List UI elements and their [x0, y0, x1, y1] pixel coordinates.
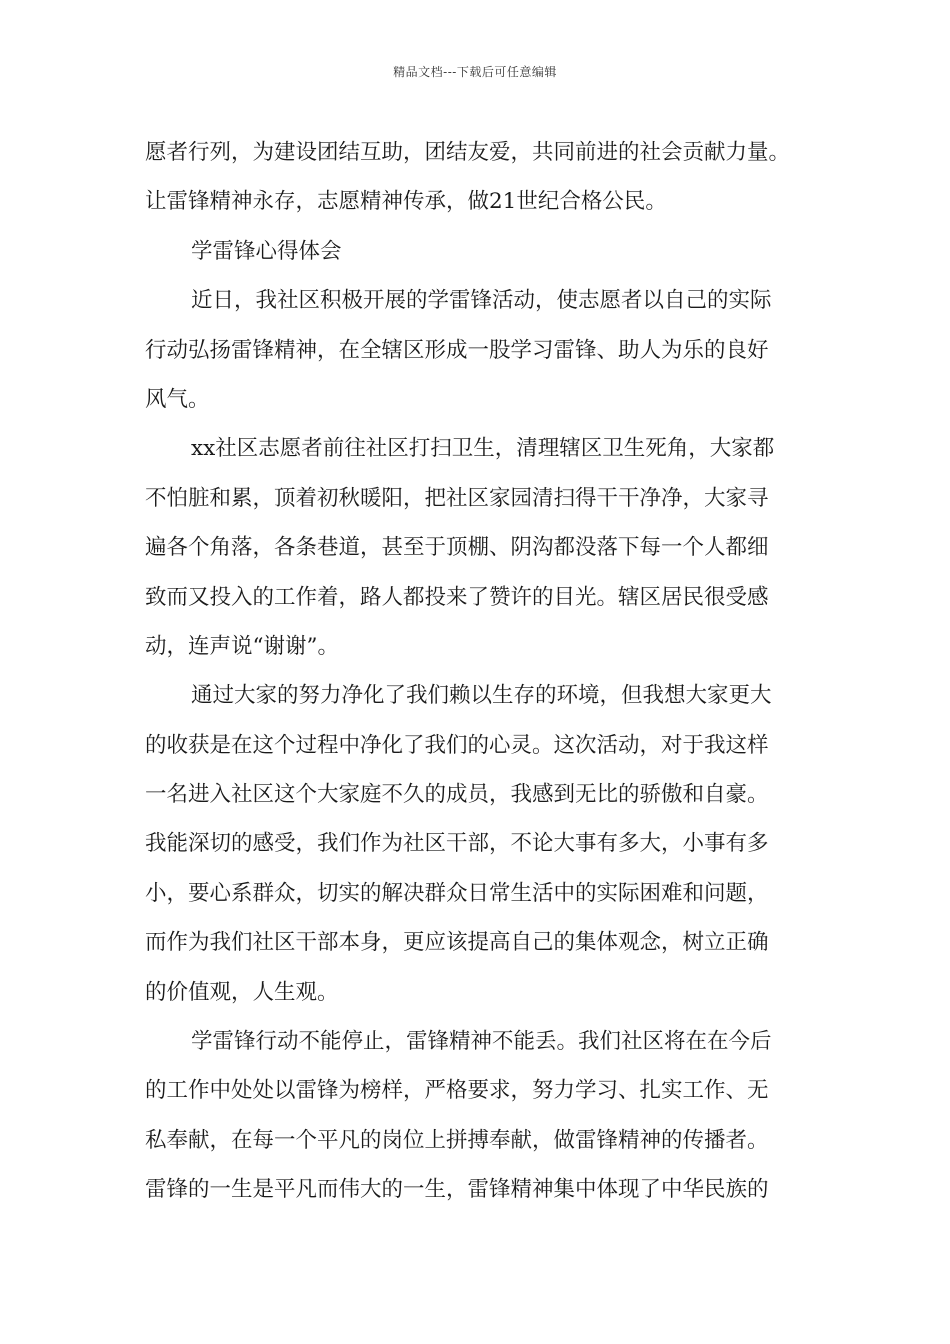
text-line: 通过大家的努力净化了我们赖以生存的环境，但我想大家更大: [191, 683, 772, 709]
text-line: 的价值观，人生观。: [145, 979, 339, 1005]
text-line: 风气。: [145, 386, 210, 412]
text-line: 遍各个角落，各条巷道，甚至于顶棚、阴沟都没落下每一个人都细: [145, 535, 769, 561]
text-line: 不怕脏和累，顶着初秋暖阳，把社区家园清扫得干干净净，大家寻: [145, 485, 769, 511]
text-line: 的收获是在这个过程中净化了我们的心灵。这次活动，对于我这样: [145, 732, 769, 758]
text-line: 雷锋的一生是平凡而伟大的一生，雷锋精神集中体现了中华民族的: [145, 1177, 769, 1203]
text-line: 动，连声说“谢谢”。: [145, 633, 339, 659]
text-line: 愿者行列，为建设团结互助，团结友爱，共同前进的社会贡献力量。: [145, 140, 791, 165]
text-line: xx社区志愿者前往社区打扫卫生，清理辖区卫生死角，大家都: [191, 436, 775, 462]
section-heading: 学雷锋心得体会: [191, 238, 342, 264]
text-line: 致而又投入的工作着，路人都投来了赞许的目光。辖区居民很受感: [145, 584, 769, 610]
text-line: 私奉献，在每一个平凡的岗位上拼搏奉献，做雷锋精神的传播者。: [145, 1127, 769, 1153]
text-line: 学雷锋行动不能停止，雷锋精神不能丢。我们社区将在在今后: [191, 1029, 772, 1055]
text-line: 近日，我社区积极开展的学雷锋活动，使志愿者以自己的实际: [191, 288, 772, 314]
document-body: [145, 128, 835, 1215]
text-line: 我能深切的感受，我们作为社区干部，不论大事有多大，小事有多: [145, 831, 769, 857]
text-line: 一名进入社区这个大家庭不久的成员，我感到无比的骄傲和自豪。: [145, 782, 769, 808]
page-header: 精品文档---下载后可任意编辑: [393, 65, 557, 79]
text-line: 的工作中处处以雷锋为榜样，严格要求，努力学习、扎实工作、无: [145, 1078, 769, 1104]
text-line: 行动弘扬雷锋精神，在全辖区形成一股学习雷锋、助人为乐的良好: [145, 337, 769, 363]
text-line: 让雷锋精神永存，志愿精神传承，做21世纪合格公民。: [145, 189, 667, 215]
text-line: 小，要心系群众，切实的解决群众日常生活中的实际困难和问题，: [145, 880, 769, 906]
text-line: 而作为我们社区干部本身，更应该提高自己的集体观念，树立正确: [145, 930, 769, 956]
